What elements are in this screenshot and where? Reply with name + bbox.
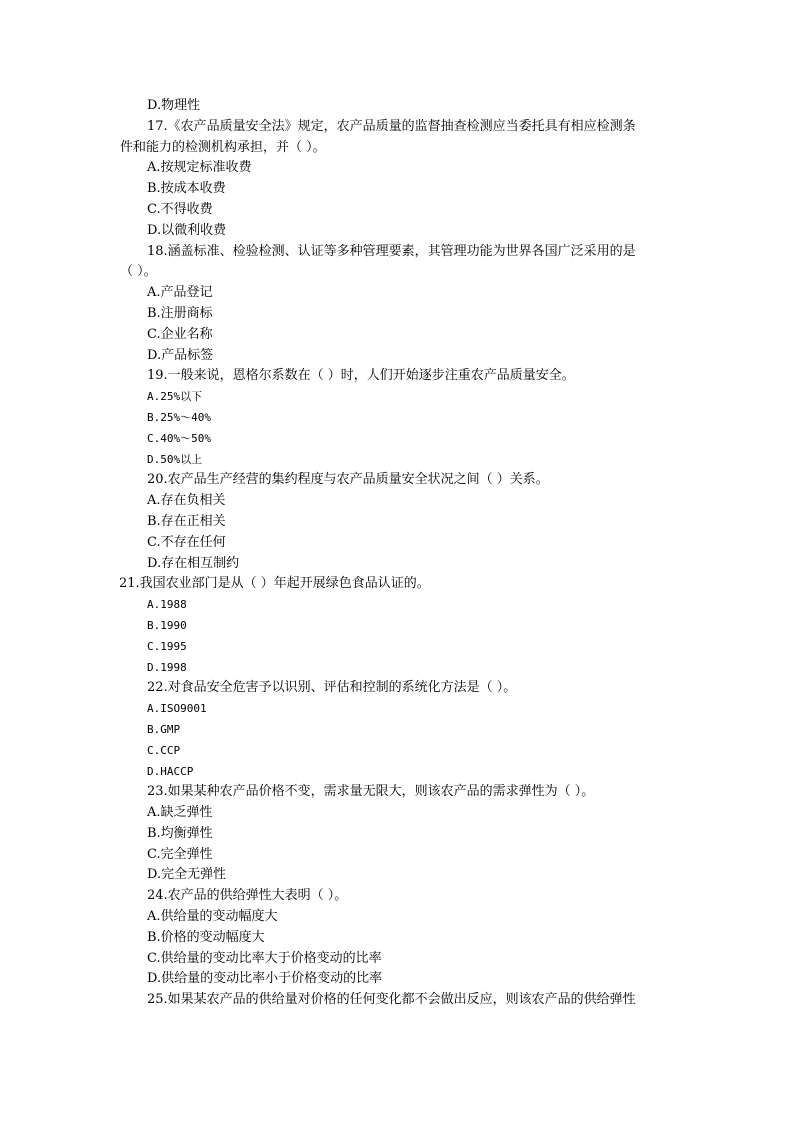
option-line: A.25%以下 [147, 390, 203, 404]
option-line: A.缺乏弹性 [147, 805, 213, 821]
option-line: A.产品登记 [147, 285, 213, 301]
question-line: 22.对食品安全危害予以识别、评估和控制的系统化方法是（ ）。 [147, 680, 517, 696]
document-page [0, 96, 794, 1011]
option-line: B.存在正相关 [147, 513, 226, 529]
option-line: A.供给量的变动幅度大 [147, 909, 278, 925]
question-line: 23.如果某种农产品价格不变，需求量无限大，则该农产品的需求弹性为（ ）。 [147, 784, 595, 800]
question-line: 25.如果某农产品的供给量对价格的任何变化都不会做出反应，则该农产品的供给弹性 [147, 992, 636, 1008]
question-line: 24.农产品的供给弹性大表明（ ）。 [147, 888, 348, 904]
option-line: D.供给量的变动比率小于价格变动的比率 [147, 971, 383, 987]
option-line: D.以微利收费 [147, 222, 227, 238]
option-line: A.ISO9001 [147, 702, 207, 716]
option-line: B.价格的变动幅度大 [147, 929, 265, 945]
question-line: 19.一般来说，恩格尔系数在（ ）时，人们开始逐步注重农产品质量安全。 [147, 368, 575, 384]
option-line: C.CCP [147, 743, 181, 757]
option-line: B.1990 [147, 618, 187, 632]
option-line: D.存在相互制约 [147, 555, 240, 571]
option-line: D.产品标签 [147, 347, 214, 363]
question-line: 17.《农产品质量安全法》规定，农产品质量的监督抽查检测应当委托具有相应检测条 [147, 118, 636, 134]
option-line: D.50%以上 [147, 452, 203, 466]
option-line: B.均衡弹性 [147, 825, 213, 841]
option-line: C.1995 [147, 639, 187, 653]
question-continuation-line: 件和能力的检测机构承担，并（ ）。 [120, 139, 326, 155]
option-line: D.物理性 [147, 98, 201, 113]
question-line: 21.我国农业部门是从（ ）年起开展绿色食品认证的。 [119, 576, 430, 592]
option-line: A.按规定标准收费 [147, 160, 252, 176]
option-line: A.1988 [147, 598, 187, 612]
question-continuation-line: （ ）。 [120, 264, 157, 280]
option-line: A.存在负相关 [147, 493, 226, 509]
option-line: D.完全无弹性 [147, 867, 227, 883]
option-line: C.企业名称 [147, 326, 213, 342]
option-line: C.供给量的变动比率大于价格变动的比率 [147, 950, 382, 966]
option-line: B.按成本收费 [147, 181, 226, 197]
option-line: D.1998 [147, 660, 187, 674]
option-line: D.HACCP [147, 764, 194, 778]
option-line: C.不得收费 [147, 201, 213, 217]
option-line: C.完全弹性 [147, 846, 213, 862]
option-line: B.25%～40% [147, 410, 211, 424]
question-line: 20.农产品生产经营的集约程度与农产品质量安全状况之间（ ）关系。 [147, 472, 549, 488]
option-line: B.注册商标 [147, 305, 213, 321]
question-line: 18.涵盖标准、检验检测、认证等多种管理要素，其管理功能为世界各国广泛采用的是 [147, 243, 636, 259]
option-line: C.40%～50% [147, 431, 211, 445]
option-line: B.GMP [147, 722, 181, 736]
option-line: C.不存在任何 [147, 534, 226, 550]
